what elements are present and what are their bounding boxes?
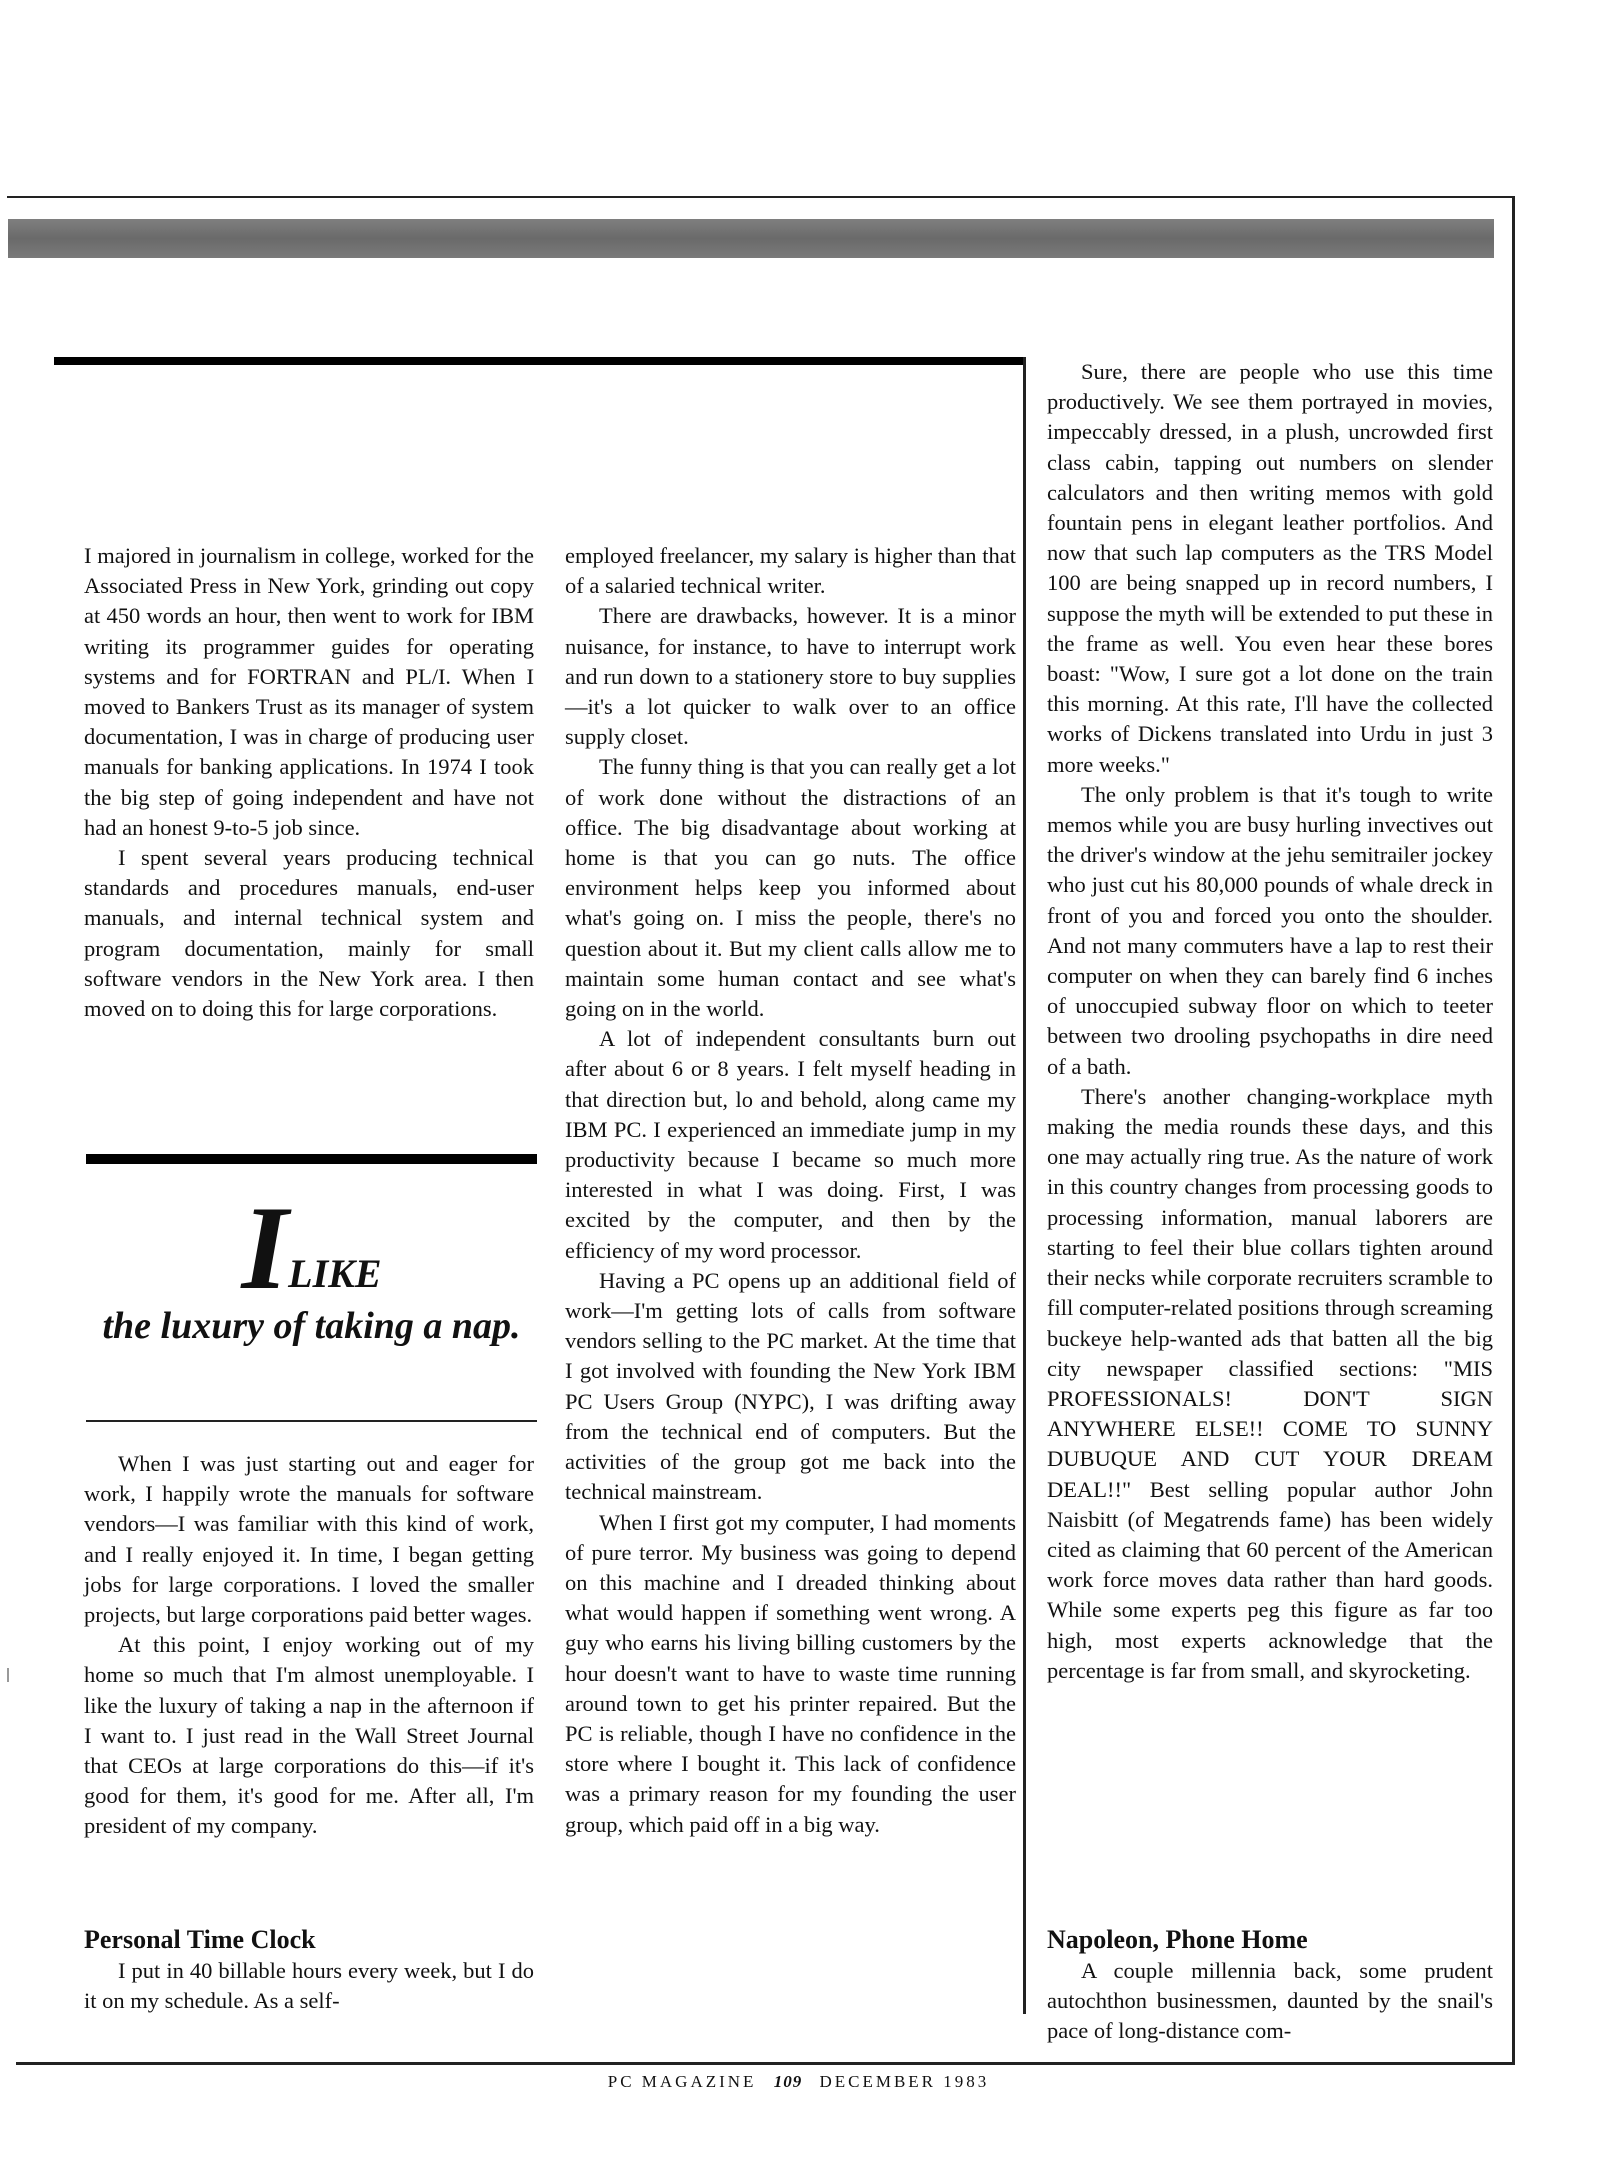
article-top-rule <box>54 357 1024 365</box>
column-1-end <box>84 1924 534 2016</box>
header-gray-band <box>8 219 1494 258</box>
pull-quote-text: the luxury of taking a nap. <box>102 1305 521 1347</box>
column-3-end <box>1047 1924 1493 2047</box>
column-1-body <box>84 1449 534 1842</box>
column-3 <box>1047 357 1493 1686</box>
paragraph: There are drawbacks, however. It is a minor nuisance, for instance, to have to interrupt work and run down to a stationery store to buy supplies—it's a lot quicker to walk over to an office supply closet. <box>565 603 1016 750</box>
paragraph: A couple millennia back, some prudent autochthon businessmen, daunted by the snail's pace of long-distance com- <box>1047 1958 1493 2044</box>
page-bottom-rule <box>16 2062 1515 2065</box>
frame-right-rule <box>1512 196 1515 2064</box>
paragraph: Sure, there are people who use this time productively. We see them portrayed in movies, impeccably dressed, in a plush, uncrowded first class cabin, tapping out numbers on slender calculators and then writing memos with gold fountain pens in elegant leather portfolios. And now that such lap computers as the TRS Model 100 are being snapped up in record numbers, I suppose the myth will be extended to put these in the frame as well. You even hear these bores boast: "Wow, I sure got a lot done on the train this morning. At this rate, I'll have the collected works of Dickens translated into Urdu in just 3 more weeks." <box>1047 359 1493 777</box>
paragraph: When I first got my computer, I had moments of pure terror. My business was going to depend on this machine and I dreaded thinking about what would happen if something went wrong. A guy who earns his living billing customers by the hour doesn't want to have to waste time running around town to get his printer repaired. But the PC is reliable, though I have no confidence in the store where I bought it. This lack of confidence was a primary reason for my founding the user group, which paid off in a big way. <box>565 1509 1016 1837</box>
footer-page-number: 109 <box>773 2072 803 2091</box>
pull-quote-initial: I <box>241 1181 285 1314</box>
footer-date: DECEMBER 1983 <box>819 2072 990 2091</box>
subhead-napoleon-phone-home: Napoleon, Phone Home <box>1047 1925 1308 1954</box>
margin-mark <box>7 1668 9 1682</box>
pull-quote <box>86 1180 537 1350</box>
paragraph: I spent several years producing technical standards and procedures manuals, end-user manuals, and internal technical system and program documentation, mainly for small software vendors in the New York area. I then moved on to doing this for large corporations. <box>84 845 534 1022</box>
paragraph: The only problem is that it's tough to write memos while you are busy hurling invectives out the driver's window at the jehu semitrailer jockey who just cut his 80,000 pounds of whale dreck in front of you and forced you onto the shoulder. And not many commuters have a lap to rest their computer on when they can barely find 6 inches of unoccupied subway floor on which to teeter between two drooling psychopaths in dire need of a bath. <box>1047 781 1493 1079</box>
column-1-intro <box>84 541 534 1024</box>
paragraph: There's another changing-workplace myth making the media rounds these days, and this one may actually ring true. As the nature of work in this country changes from processing goods to processing information, manual laborers are starting to feel their blue collars tighten around their necks while corporate recruiters scramble to fill computer-related positions through screaming buckeye help-wanted ads that batten all the big city newspaper classified sections: "MIS PROFESSIONALS! DON'T SIGN ANYWHERE ELSE!! COME TO SUNNY DUBUQUE AND CUT YOUR DREAM DEAL!!" Best selling popular author John Naisbitt (of Megatrends fame) has been widely cited as claiming that 60 percent of the American work force moves data rather than hard goods. While some experts peg this figure as far too high, most experts acknowledge that the percentage is far from small, and skyrocketing. <box>1047 1083 1493 1683</box>
paragraph: The funny thing is that you can really get a lot of work done without the distractions of an office. The big disadvantage about working at home is that you can go nuts. The office environment helps keep you informed about what's going on. I miss the people, there's no question about it. But my client calls allow me to maintain some human contact and see what's going on in the world. <box>565 754 1016 1022</box>
paragraph: At this point, I enjoy working out of my home so much that I'm almost unemployable. I like the luxury of taking a nap in the afternoon if I want to. I just read in the Wall Street Journal that CEOs at large corporations do this—if it's good for them, it's good for me. After all, I'm president of my company. <box>84 1632 534 1839</box>
pull-quote-top-rule <box>86 1154 537 1164</box>
paragraph: I put in 40 billable hours every week, but I do it on my schedule. As a self- <box>84 1958 534 2014</box>
pull-quote-initial-rest: LIKE <box>288 1251 382 1296</box>
paragraph: I majored in journalism in college, worked for the Associated Press in New York, grinding out copy at 450 words an hour, then went to work for IBM writing its programmer guides for operating systems and for FORTRAN and PL/I. When I moved to Bankers Trust as its manager of system documentation, I was in charge of producing user manuals for banking applications. In 1974 I took the big step of going independent and have not had an honest 9-to-5 job since. <box>84 543 534 840</box>
column-2 <box>565 541 1016 1840</box>
subhead-personal-time-clock: Personal Time Clock <box>84 1925 316 1954</box>
pull-quote-bottom-rule <box>86 1420 537 1422</box>
paragraph: employed freelancer, my salary is higher than that of a salaried technical writer. <box>565 543 1016 599</box>
paragraph: Having a PC opens up an additional field of work—I'm getting lots of calls from software vendors selling to the PC market. At the time that I got involved with founding the New York IBM PC Users Group (NYPC), I was drifting away from the technical end of computers. But the activities of the group got me back into the technical mainstream. <box>565 1267 1016 1505</box>
frame-top-rule <box>7 196 1515 198</box>
paragraph: When I was just starting out and eager for work, I happily wrote the manuals for software vendors—I was familiar with this kind of work, and I really enjoyed it. In time, I began getting jobs for large corporations. I loved the smaller projects, but large corporations paid better wages. <box>84 1451 534 1628</box>
page-footer <box>0 2072 1597 2092</box>
pull-quote-lead <box>86 1180 537 1314</box>
column-divider-rule <box>1023 357 1026 2014</box>
footer-magazine: PC MAGAZINE <box>607 2072 757 2091</box>
paragraph: A lot of independent consultants burn out after about 6 or 8 years. I felt myself heading in that direction but, lo and behold, along came my IBM PC. I experienced an immediate jump in my productivity because I became so much more interested in what I was doing. First, I was excited by the computer, and then by the efficiency of my word processor. <box>565 1026 1016 1263</box>
